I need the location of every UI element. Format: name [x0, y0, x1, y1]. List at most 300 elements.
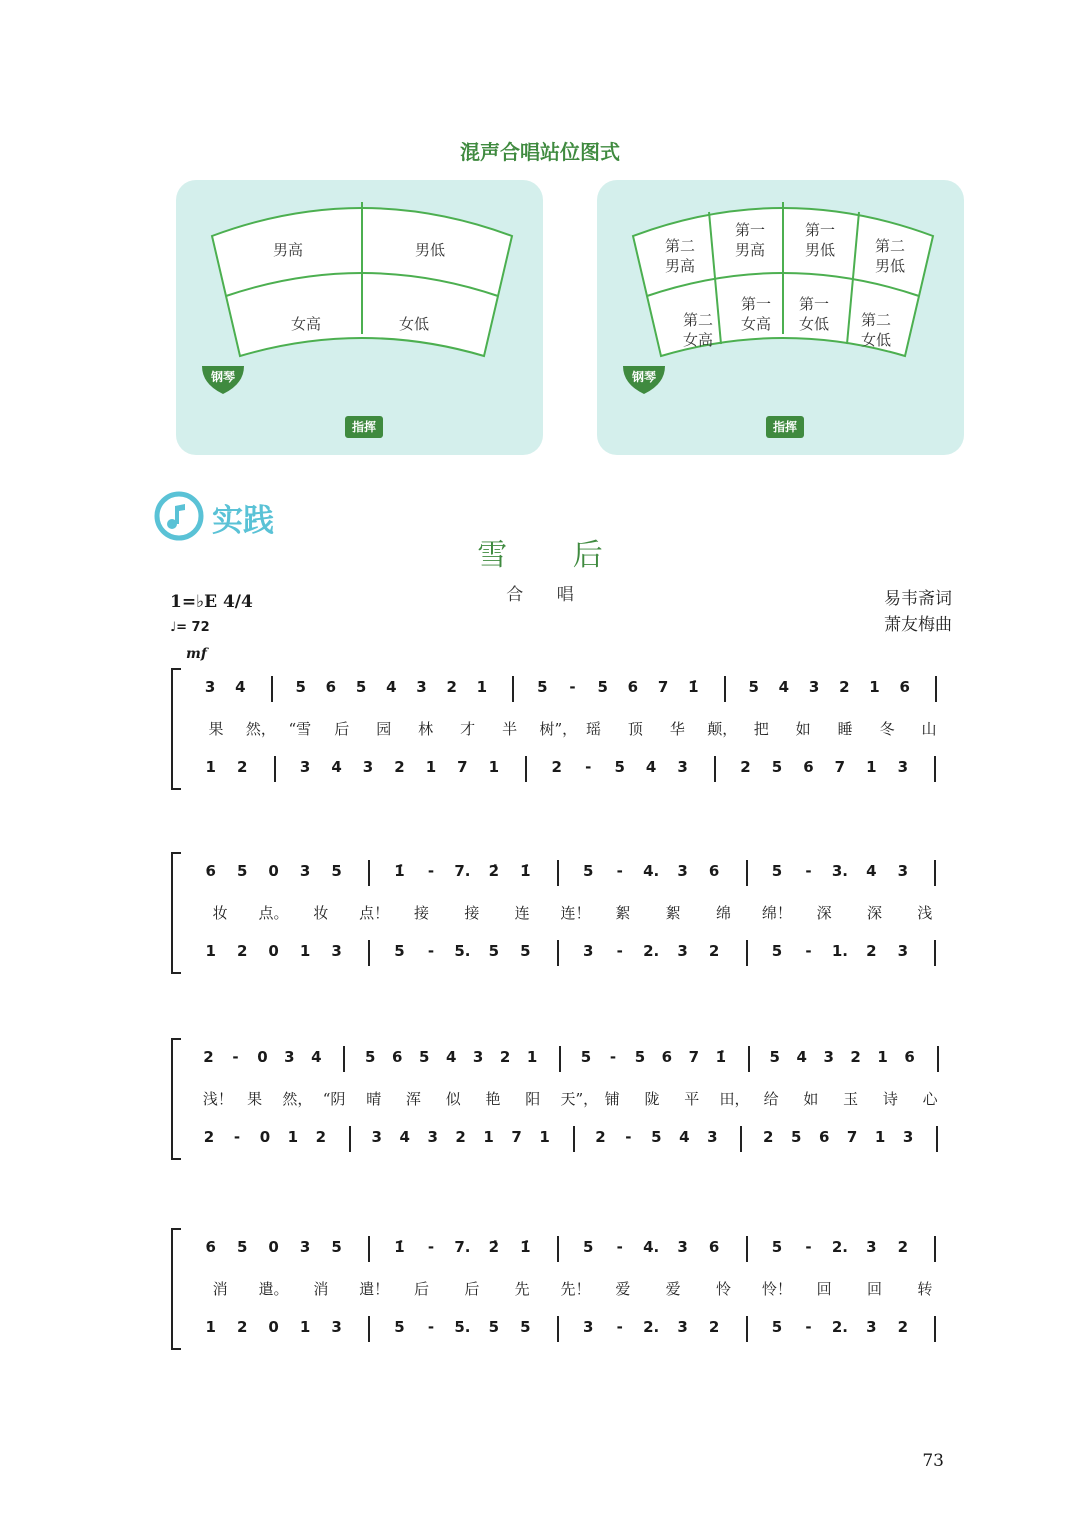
- cell-alto-1: 第一 女低: [798, 295, 829, 333]
- song-title: 雪 后: [477, 538, 631, 573]
- cell-bass-1: 第一 男低: [804, 221, 835, 259]
- lower-note: 7: [834, 758, 846, 776]
- upper-note: 5: [771, 1238, 783, 1256]
- upper-note: 5: [236, 1238, 248, 1256]
- lower-note: 2: [236, 758, 248, 776]
- upper-note: 2: [499, 1048, 511, 1066]
- lower-note: 7: [846, 1128, 858, 1146]
- lower-note: 2: [708, 942, 720, 960]
- lyric-syllable: 林: [418, 720, 434, 738]
- barline: [557, 940, 559, 966]
- upper-note: 4.: [643, 1238, 660, 1256]
- lower-note: 5: [520, 1318, 531, 1336]
- lower-note: 1: [425, 758, 437, 776]
- upper-note: 5: [365, 1048, 376, 1066]
- lower-note: 5: [394, 942, 405, 960]
- barline: [557, 1236, 559, 1262]
- lyric-syllable: 阳: [525, 1090, 541, 1108]
- lyric-syllable: 深: [866, 904, 882, 922]
- lower-note: 2: [763, 1128, 774, 1146]
- barline: [271, 676, 273, 702]
- upper-note: 6: [899, 678, 910, 696]
- lower-note: 5: [488, 1318, 500, 1336]
- lyric-syllable: 连！: [560, 904, 591, 922]
- barline: [746, 1236, 748, 1262]
- upper-note: 4: [778, 678, 790, 696]
- lower-note: 5: [394, 1318, 405, 1336]
- upper-note: 2: [203, 1048, 214, 1066]
- barline: [937, 1046, 939, 1072]
- lower-note: 4: [679, 1128, 690, 1146]
- system-bracket: [171, 1228, 181, 1350]
- lower-note: 6: [818, 1128, 830, 1146]
- cell-alto-2: 第二 女低: [860, 311, 891, 349]
- barline: [724, 676, 726, 702]
- upper-note: 4: [445, 1048, 457, 1066]
- upper-note: 1̇: [688, 678, 699, 696]
- upper-note: 6: [708, 1238, 720, 1256]
- section-title: 实践: [212, 503, 274, 539]
- lyric-syllable: 后: [413, 1280, 429, 1298]
- lower-note: 2: [595, 1128, 606, 1146]
- lower-note: 5.: [454, 1318, 471, 1336]
- upper-note: 4: [866, 862, 877, 880]
- upper-note: 5: [769, 1048, 780, 1066]
- upper-note: 3: [299, 1238, 311, 1256]
- lower-note: 3: [362, 758, 374, 776]
- lower-note: 5: [771, 1318, 783, 1336]
- barline: [349, 1126, 351, 1152]
- lyric-syllable: 后: [464, 1280, 480, 1298]
- lower-note: 2: [740, 758, 751, 776]
- lyric-syllable: 似: [445, 1090, 461, 1108]
- barline: [746, 940, 748, 966]
- upper-note: 0: [257, 1048, 268, 1066]
- lower-note: 2: [455, 1128, 466, 1146]
- lyric-syllable: 颠，: [707, 720, 738, 738]
- lyric-syllable: 絮: [615, 904, 631, 922]
- lower-note: 2: [551, 758, 562, 776]
- upper-note: 3: [284, 1048, 295, 1066]
- fan-diagram-four-part: [176, 180, 543, 455]
- upper-note: 6: [708, 862, 720, 880]
- lower-note: 1: [483, 1128, 494, 1146]
- lower-note: 3: [707, 1128, 718, 1146]
- barline: [746, 860, 748, 886]
- lower-note: 3: [583, 1318, 594, 1336]
- barline: [746, 1316, 748, 1342]
- lyric-syllable: 先！: [560, 1280, 591, 1298]
- lyric-syllable: 田，: [719, 1090, 750, 1108]
- upper-note: 3: [677, 862, 688, 880]
- upper-note: -: [805, 1238, 812, 1256]
- barline: [368, 860, 370, 886]
- lower-note: 2: [866, 942, 877, 960]
- lower-note: 2: [236, 1318, 248, 1336]
- upper-note: 5: [580, 1048, 592, 1066]
- lyric-syllable: 浑: [406, 1090, 422, 1108]
- lower-note: 1: [866, 758, 877, 776]
- upper-note: 2: [850, 1048, 861, 1066]
- upper-note: 7: [657, 678, 669, 696]
- lower-note: 3: [897, 942, 909, 960]
- upper-note: 6: [661, 1048, 673, 1066]
- lower-note: 2: [897, 1318, 909, 1336]
- lower-note: 5.: [454, 942, 471, 960]
- barline: [934, 1316, 936, 1342]
- upper-note: 7: [688, 1048, 700, 1066]
- barline: [934, 756, 936, 782]
- lyric-syllable: 如: [803, 1090, 819, 1108]
- piano-marker: [621, 364, 667, 396]
- upper-note: 3: [472, 1048, 484, 1066]
- lower-note: 1: [205, 942, 216, 960]
- tempo-marking: ♩= 72: [170, 620, 210, 635]
- cell-bass: 男低: [414, 241, 445, 259]
- barline: [934, 860, 936, 886]
- system-bracket: [171, 668, 181, 790]
- lower-note: 6: [803, 758, 814, 776]
- upper-note: 6: [904, 1048, 915, 1066]
- upper-note: -: [427, 1238, 435, 1256]
- upper-note: -: [805, 862, 812, 880]
- upper-note: 3: [677, 1238, 688, 1256]
- lower-note: -: [616, 942, 623, 960]
- lyric-syllable: 遣！: [359, 1280, 390, 1298]
- lower-note: 2.: [831, 1318, 848, 1336]
- upper-note: 5: [418, 1048, 430, 1066]
- lyric-syllable: 诗: [882, 1090, 898, 1108]
- upper-note: 5: [236, 862, 248, 880]
- upper-note: 5: [537, 678, 548, 696]
- song-subtitle: 合 唱: [506, 585, 588, 605]
- upper-note: 5: [331, 1238, 342, 1256]
- lower-note: 1: [205, 758, 216, 776]
- lyric-syllable: 铺: [604, 1090, 620, 1108]
- lower-note: 3: [677, 942, 688, 960]
- lower-note: -: [805, 1318, 812, 1336]
- lower-note: 2: [203, 1128, 215, 1146]
- lower-note: -: [427, 1318, 435, 1336]
- upper-note: 1̇: [715, 1048, 727, 1066]
- upper-note: -: [616, 862, 623, 880]
- lyricist-credit: 易韦斋词: [884, 589, 952, 609]
- lower-note: 3: [371, 1128, 382, 1146]
- upper-note: 6: [205, 862, 216, 880]
- lyric-syllable: 绵！: [761, 904, 792, 922]
- upper-note: 6: [325, 678, 337, 696]
- lyric-syllable: 华: [669, 720, 685, 738]
- cell-soprano-1: 第一 女高: [740, 295, 771, 333]
- upper-note: 1: [869, 678, 880, 696]
- upper-note: 1: [526, 1048, 538, 1066]
- upper-note: 0: [268, 1238, 279, 1256]
- lower-note: -: [805, 942, 812, 960]
- upper-note: 3: [204, 678, 216, 696]
- lower-note: 3: [677, 758, 688, 776]
- lyric-syllable: 果: [208, 720, 224, 738]
- lower-note: 1: [299, 1318, 311, 1336]
- upper-note: 4: [386, 678, 397, 696]
- barline: [740, 1126, 742, 1152]
- lower-note: 4: [331, 758, 342, 776]
- lyric-syllable: 山: [921, 720, 937, 738]
- lyric-syllable: 爱: [665, 1280, 681, 1298]
- piano-label: 钢琴: [210, 370, 235, 384]
- lower-note: 1: [287, 1128, 299, 1146]
- upper-note: 3: [823, 1048, 834, 1066]
- lyric-syllable: 浅！: [202, 1090, 233, 1108]
- upper-note: 3.: [831, 862, 848, 880]
- lyric-syllable: 睡: [837, 720, 853, 738]
- lyric-syllable: 果: [247, 1090, 263, 1108]
- barline: [368, 1316, 370, 1342]
- lyric-syllable: 连: [514, 904, 530, 922]
- lyric-syllable: 后: [334, 720, 350, 738]
- upper-note: 7.: [454, 1238, 471, 1256]
- upper-note: 1: [476, 678, 488, 696]
- piano-label: 钢琴: [631, 370, 656, 384]
- upper-note: -: [569, 678, 576, 696]
- lyric-syllable: 才: [460, 720, 476, 738]
- lower-note: 7: [457, 758, 468, 776]
- lyric-syllable: 玉: [843, 1090, 859, 1108]
- dynamic-marking: mf: [186, 646, 207, 662]
- lower-note: 3: [331, 942, 342, 960]
- lyric-syllable: 妆: [313, 904, 329, 922]
- lyric-syllable: 怜！: [761, 1280, 792, 1298]
- lyric-syllable: 回: [866, 1280, 882, 1298]
- lyric-syllable: 点！: [359, 904, 390, 922]
- barline: [714, 756, 716, 782]
- upper-note: 6: [392, 1048, 403, 1066]
- lower-note: 1: [539, 1128, 550, 1146]
- barline: [936, 1126, 938, 1152]
- barline: [557, 860, 559, 886]
- cell-alto: 女低: [398, 315, 429, 333]
- standing-layout-eight-part: [597, 180, 964, 455]
- lyric-syllable: 如: [795, 720, 811, 738]
- lower-note: -: [233, 1128, 241, 1146]
- lower-note: 3: [902, 1128, 914, 1146]
- lower-note: 7: [511, 1128, 522, 1146]
- lower-note: 1: [488, 758, 500, 776]
- lower-note: 2: [708, 1318, 720, 1336]
- upper-note: 5: [583, 862, 594, 880]
- lyric-syllable: 浅: [917, 904, 933, 922]
- lower-note: 2: [236, 942, 248, 960]
- upper-note: 2: [897, 1238, 909, 1256]
- barline: [573, 1126, 575, 1152]
- lower-note: -: [625, 1128, 632, 1146]
- lyric-syllable: 妆: [212, 904, 228, 922]
- barline: [343, 1046, 345, 1072]
- lyric-syllable: 给: [763, 1090, 779, 1108]
- lyric-syllable: 绵: [715, 904, 731, 922]
- lyric-syllable: 先: [514, 1280, 530, 1298]
- upper-note: 4: [311, 1048, 322, 1066]
- upper-note: 1: [877, 1048, 888, 1066]
- lyric-syllable: 然，: [245, 720, 276, 738]
- lyric-syllable: 冬: [879, 720, 895, 738]
- lower-note: 3: [331, 1318, 342, 1336]
- standing-layout-four-part: [176, 180, 543, 455]
- upper-note: 4: [796, 1048, 807, 1066]
- cell-tenor-1: 第一 男高: [734, 221, 765, 259]
- barline: [512, 676, 514, 702]
- lower-note: 3: [299, 758, 311, 776]
- lyric-syllable: 接: [464, 904, 480, 922]
- lyric-syllable: 点。: [258, 904, 289, 922]
- cell-soprano-2: 第二 女高: [682, 311, 713, 349]
- lower-note: 1: [874, 1128, 886, 1146]
- lower-note: 1: [205, 1318, 216, 1336]
- lower-note: 5: [520, 942, 531, 960]
- upper-note: 6: [627, 678, 639, 696]
- upper-note: 7.: [454, 862, 471, 880]
- lyric-syllable: 艳: [485, 1090, 501, 1108]
- cell-bass-2: 第二 男低: [874, 237, 905, 275]
- lyric-syllable: 消: [313, 1280, 329, 1298]
- lower-note: -: [616, 1318, 623, 1336]
- lyric-syllable: 晴: [366, 1090, 382, 1108]
- lower-note: 0: [259, 1128, 271, 1146]
- lower-note: 3: [677, 1318, 688, 1336]
- upper-note: 1̇: [520, 862, 531, 880]
- lyric-syllable: 转: [917, 1280, 933, 1298]
- barline: [274, 756, 276, 782]
- lyric-syllable: 园: [376, 720, 392, 738]
- upper-note: -: [609, 1048, 617, 1066]
- lyric-syllable: 回: [816, 1280, 832, 1298]
- upper-note: 5: [597, 678, 608, 696]
- lower-note: 1: [299, 942, 311, 960]
- barline: [935, 676, 937, 702]
- diagram-title: 混声合唱站位图式: [460, 140, 620, 164]
- lower-note: 2: [315, 1128, 327, 1146]
- upper-note: 6: [205, 1238, 216, 1256]
- lyric-syllable: 半: [502, 720, 518, 738]
- lyric-syllable: 陇: [644, 1090, 660, 1108]
- upper-note: -: [427, 862, 435, 880]
- upper-note: 1̇: [394, 1238, 405, 1256]
- lyric-syllable: 心: [922, 1090, 938, 1108]
- barline: [368, 1236, 370, 1262]
- lyric-syllable: 平: [684, 1090, 700, 1108]
- lower-note: 4: [645, 758, 657, 776]
- upper-note: 3: [866, 1238, 877, 1256]
- lower-note: 3: [897, 758, 909, 776]
- lower-note: 2.: [643, 942, 660, 960]
- lyric-syllable: 消: [212, 1280, 228, 1298]
- lyric-syllable: 树”，: [539, 720, 578, 738]
- upper-note: 2̇: [488, 862, 500, 880]
- lyric-syllable: 瑶: [585, 720, 601, 738]
- lower-note: -: [427, 942, 435, 960]
- barline: [748, 1046, 750, 1072]
- upper-note: -: [232, 1048, 239, 1066]
- barline: [934, 1236, 936, 1262]
- key-signature: 1=♭E 4/4: [170, 592, 253, 612]
- lower-note: 2: [394, 758, 405, 776]
- lyric-syllable: 遣。: [258, 1280, 289, 1298]
- lyric-syllable: 顶: [627, 720, 643, 738]
- lyric-syllable: 爱: [615, 1280, 631, 1298]
- upper-note: 1̇: [520, 1238, 531, 1256]
- cell-soprano: 女高: [290, 315, 321, 333]
- upper-note: 5: [748, 678, 759, 696]
- system-bracket: [171, 852, 181, 974]
- upper-note: 5: [634, 1048, 646, 1066]
- upper-note: 5: [331, 862, 342, 880]
- lower-note: 0: [268, 1318, 279, 1336]
- upper-note: 2: [446, 678, 457, 696]
- upper-note: 5: [771, 862, 783, 880]
- upper-note: 2: [839, 678, 850, 696]
- lyric-syllable: 然，: [282, 1090, 313, 1108]
- upper-note: 3: [416, 678, 427, 696]
- lyric-syllable: “阴: [322, 1090, 346, 1108]
- lower-note: -: [585, 758, 592, 776]
- conductor-marker: 指挥: [345, 416, 383, 438]
- upper-note: -: [616, 1238, 623, 1256]
- lyric-syllable: 怜: [715, 1280, 731, 1298]
- lyric-syllable: 絮: [665, 904, 681, 922]
- piano-marker: [200, 364, 246, 396]
- upper-note: 4.: [643, 862, 660, 880]
- barline: [368, 940, 370, 966]
- lower-note: 3: [427, 1128, 438, 1146]
- conductor-marker: 指挥: [766, 416, 804, 438]
- barline: [557, 1316, 559, 1342]
- lower-note: 5: [651, 1128, 662, 1146]
- upper-note: 5: [295, 678, 306, 696]
- lower-note: 3: [866, 1318, 877, 1336]
- lower-note: 5: [771, 942, 783, 960]
- barline: [934, 940, 936, 966]
- system-bracket: [171, 1038, 181, 1160]
- lower-note: 5: [488, 942, 500, 960]
- lower-note: 5: [614, 758, 625, 776]
- upper-note: 2̇: [488, 1238, 500, 1256]
- cell-tenor-2: 第二 男高: [664, 237, 695, 275]
- upper-note: 5: [583, 1238, 594, 1256]
- lyric-syllable: “雪: [288, 720, 312, 738]
- lyric-syllable: 深: [816, 904, 832, 922]
- cell-tenor: 男高: [272, 241, 303, 259]
- lyric-syllable: 接: [413, 904, 429, 922]
- barline: [525, 756, 527, 782]
- lower-note: 3: [583, 942, 594, 960]
- lyric-syllable: 天”，: [560, 1090, 599, 1108]
- lower-note: 5: [771, 758, 783, 776]
- lower-note: 5: [790, 1128, 802, 1146]
- lyric-syllable: 把: [753, 720, 769, 738]
- lower-note: 0: [268, 942, 279, 960]
- upper-note: 4: [235, 678, 246, 696]
- lower-note: 2.: [643, 1318, 660, 1336]
- upper-note: 3: [897, 862, 909, 880]
- upper-note: 2.: [831, 1238, 848, 1256]
- upper-note: 3: [808, 678, 820, 696]
- composer-credit: 萧友梅曲: [884, 615, 952, 635]
- upper-note: 1̇: [394, 862, 405, 880]
- barline: [559, 1046, 561, 1072]
- upper-note: 3: [299, 862, 311, 880]
- lower-note: 4: [399, 1128, 410, 1146]
- upper-note: 0: [268, 862, 279, 880]
- lower-note: 1.: [831, 942, 848, 960]
